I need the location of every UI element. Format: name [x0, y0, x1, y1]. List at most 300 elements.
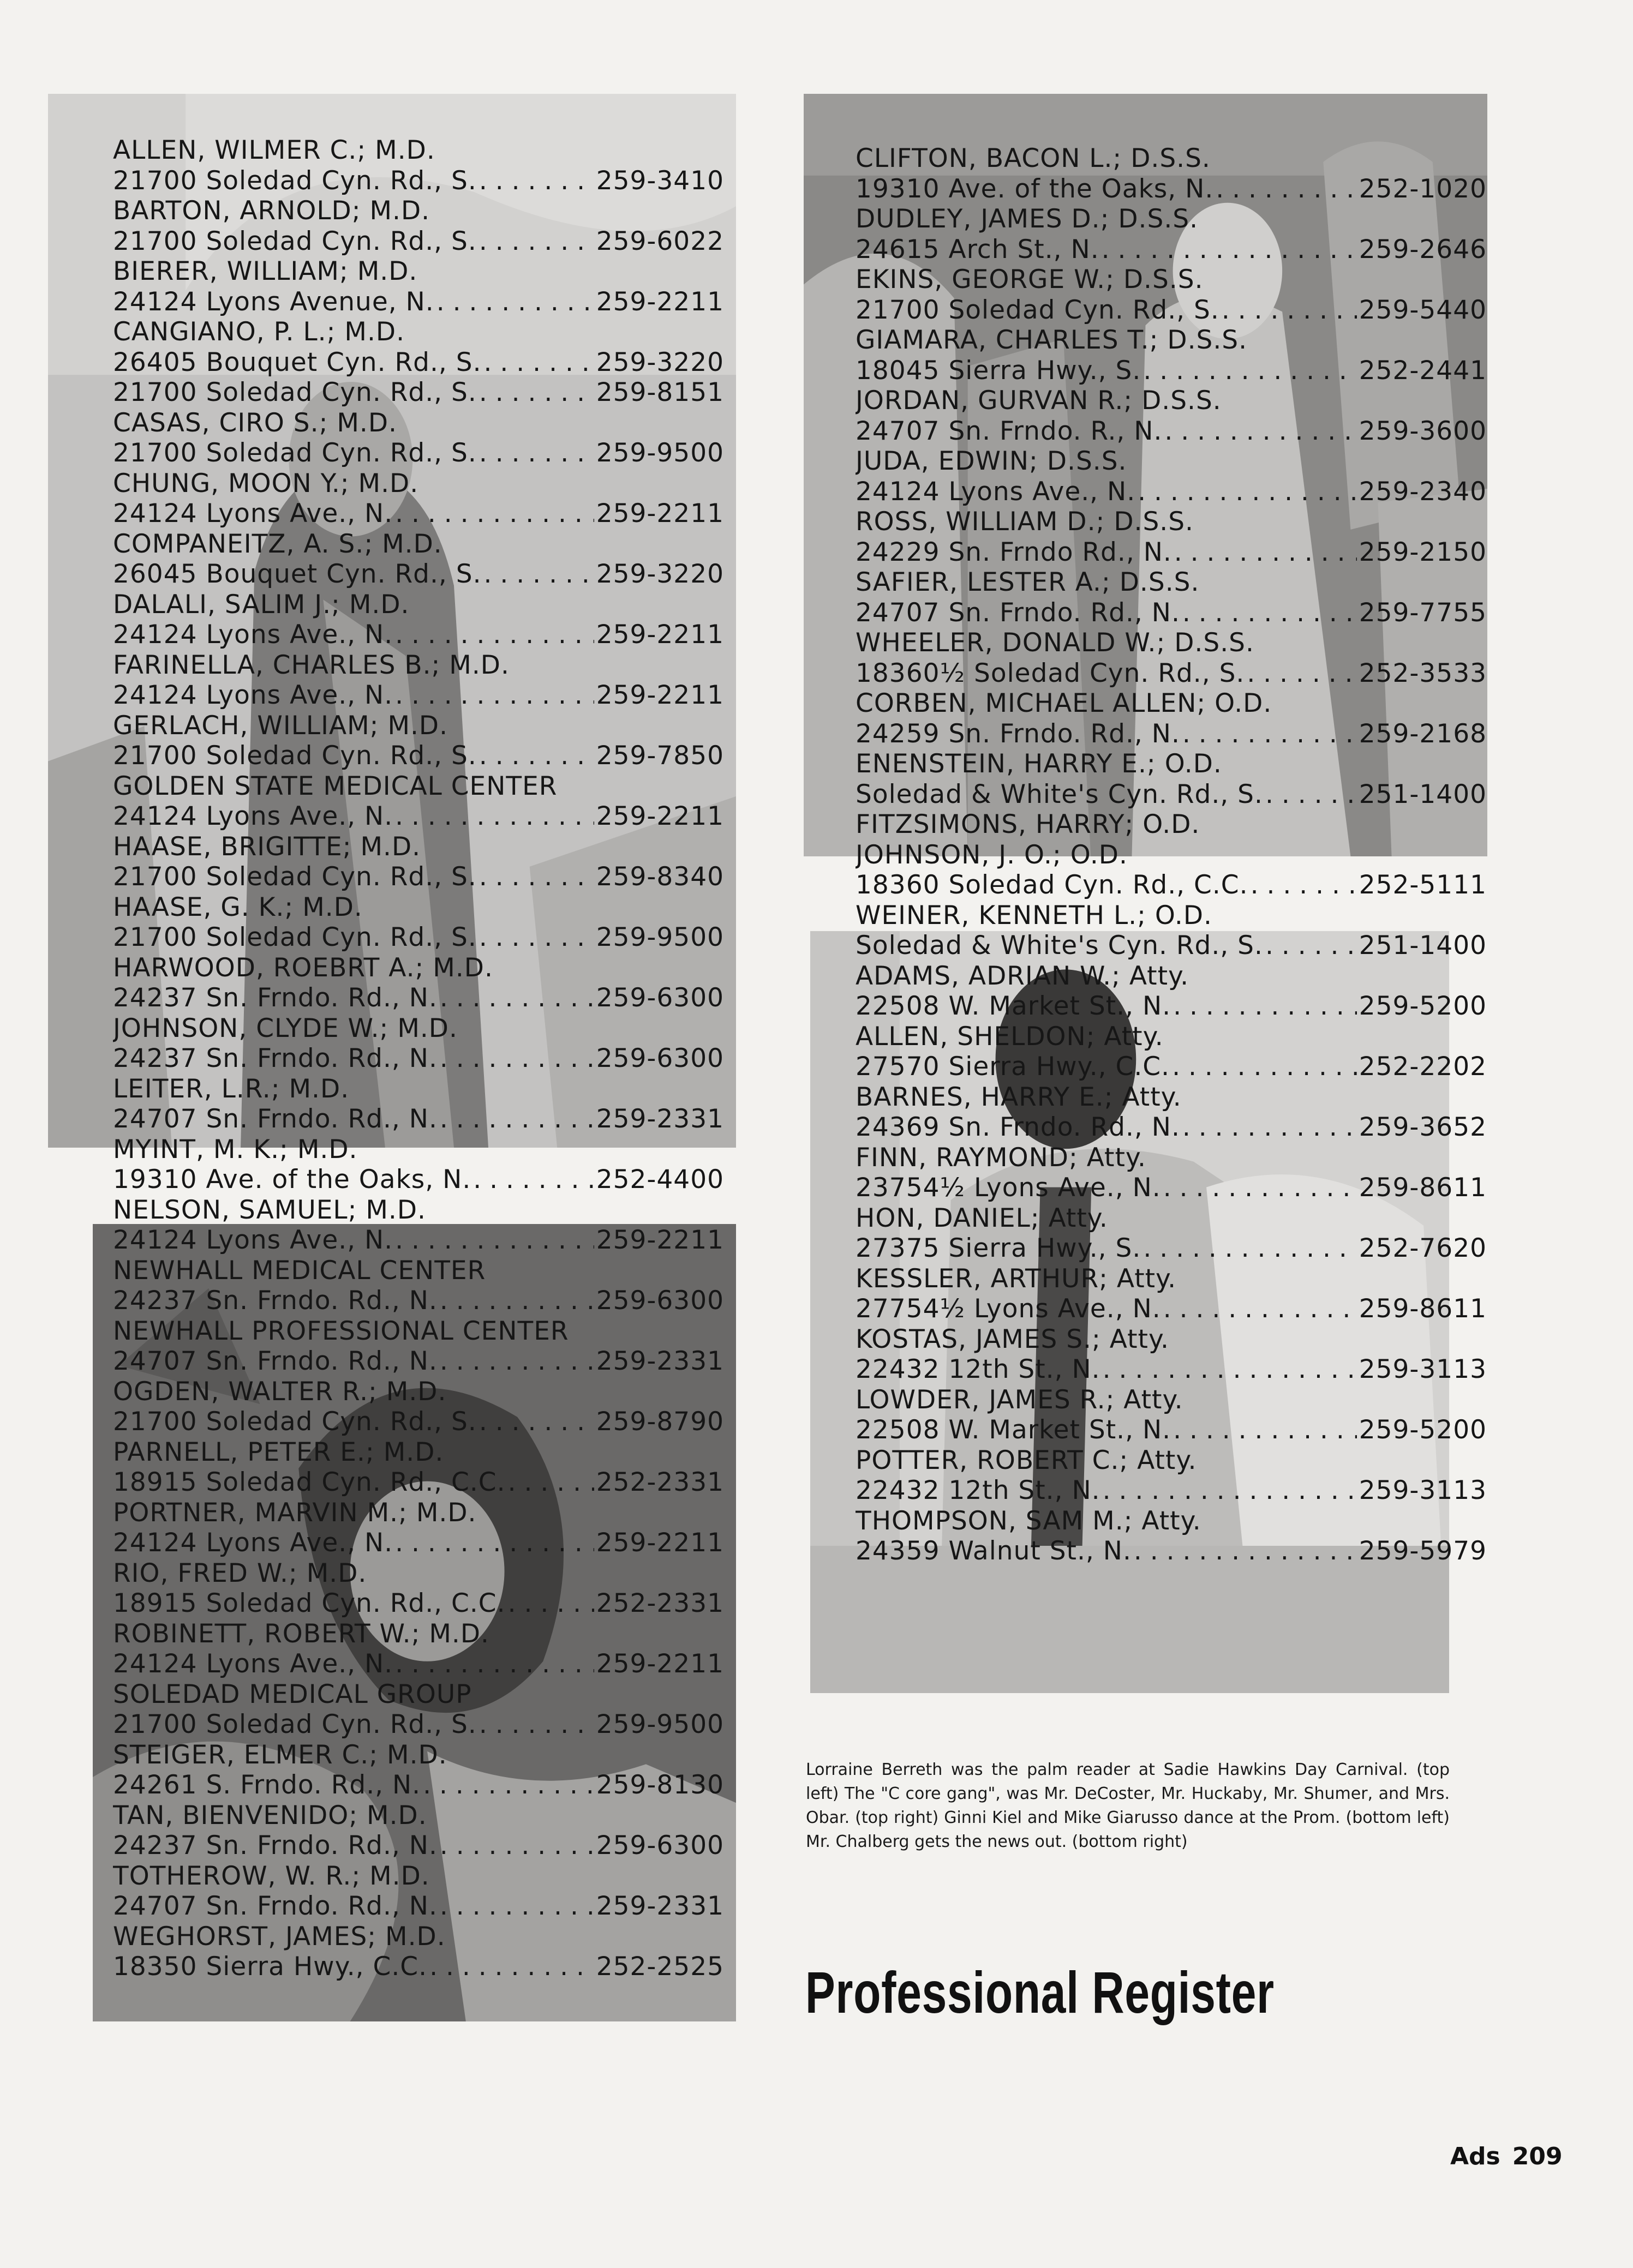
directory-entry	[856, 688, 1487, 749]
dot-leader	[395, 801, 594, 832]
entry-listing	[113, 438, 724, 469]
entry-listing	[113, 1286, 724, 1316]
entry-address: 21700 Soledad Cyn. Rd., S.	[113, 165, 477, 196]
directory-entry	[113, 1922, 724, 1982]
entry-phone: 252-4400	[596, 1165, 724, 1195]
directory-entry	[856, 749, 1487, 809]
entry-phone: 251-1400	[1359, 931, 1487, 961]
dot-leader	[1103, 1354, 1357, 1385]
entry-listing	[856, 1475, 1487, 1506]
directory-entry	[113, 1437, 724, 1498]
dot-leader	[440, 1043, 594, 1074]
entry-phone: 252-7620	[1359, 1233, 1487, 1263]
entry-name: FINN, RAYMOND; Atty.	[856, 1142, 1146, 1173]
entry-phone: 259-2211	[596, 1225, 724, 1255]
directory-entry	[856, 1082, 1487, 1143]
entry-address: 19310 Ave. of the Oaks, N.	[856, 173, 1214, 204]
dot-leader	[1174, 537, 1357, 568]
dot-leader	[440, 1104, 594, 1135]
entry-address: 24707 Sn. Frndo. Rd., N.	[113, 1346, 438, 1376]
entry-listing	[856, 658, 1487, 689]
entry-listing	[113, 922, 724, 953]
entry-phone: 259-2211	[596, 680, 724, 710]
entry-address: 24707 Sn. Frndo. Rd., N.	[113, 1104, 438, 1134]
entry-address: 22508 W. Market St., N.	[856, 991, 1171, 1021]
entry-phone: 259-3220	[596, 347, 724, 377]
directory-entry	[113, 771, 724, 832]
entry-address: 22432 12th St., N.	[856, 1475, 1100, 1505]
entry-phone: 259-8611	[1359, 1294, 1487, 1324]
dot-leader	[508, 1467, 594, 1498]
entry-name: CASAS, CIRO S.; M.D.	[113, 407, 397, 438]
dot-leader	[508, 1588, 594, 1619]
entry-listing	[113, 1043, 724, 1074]
entry-name: TOTHEROW, W. R.; M.D.	[113, 1861, 430, 1891]
entry-name: LOWDER, JAMES R.; Atty.	[856, 1384, 1183, 1415]
entry-name: CANGIANO, P. L.; M.D.	[113, 317, 405, 347]
entry-address: 18350 Sierra Hwy., C.C.	[113, 1952, 428, 1982]
directory-entry	[113, 469, 724, 529]
entry-address: 19310 Ave. of the Oaks, N.	[113, 1165, 471, 1195]
page-number: 209	[1512, 2143, 1563, 2170]
entry-name: FITZSIMONS, HARRY; O.D.	[856, 809, 1200, 839]
directory-entry	[113, 953, 724, 1013]
entry-listing	[856, 1173, 1487, 1203]
entry-phone: 259-9500	[596, 438, 724, 468]
entry-address: 24707 Sn. Frndo. Rd., N.	[856, 597, 1180, 628]
entry-phone: 259-7755	[1359, 597, 1487, 628]
directory-entry	[113, 1074, 724, 1135]
entry-name: STEIGER, ELMER C.; M.D.	[113, 1739, 447, 1770]
entry-listing	[113, 741, 724, 771]
dot-leader	[1251, 870, 1357, 901]
entry-listing	[113, 1588, 724, 1619]
entry-phone: 252-5111	[1359, 870, 1487, 900]
dot-leader	[1134, 1536, 1357, 1567]
entry-name: NELSON, SAMUEL; M.D.	[113, 1195, 426, 1225]
dot-leader	[1163, 1294, 1357, 1324]
dot-leader	[436, 287, 594, 317]
entry-name: TAN, BIENVENIDO; M.D.	[113, 1800, 427, 1831]
directory-entry	[113, 256, 724, 317]
entry-name: THOMPSON, SAM M.; Atty.	[856, 1505, 1201, 1536]
entry-name: POTTER, ROBERT C.; Atty.	[856, 1445, 1197, 1475]
entry-phone: 252-1020	[1359, 173, 1487, 204]
entry-phone: 259-8340	[596, 862, 724, 892]
entry-listing	[856, 1354, 1487, 1385]
entry-phone: 259-3113	[1359, 1354, 1487, 1384]
entry-listing	[856, 1536, 1487, 1567]
entry-name: BARNES, HARRY E.; Atty.	[856, 1082, 1182, 1112]
entry-address: 21700 Soledad Cyn. Rd., S.	[113, 226, 477, 256]
entry-listing	[856, 719, 1487, 749]
entry-address: 21700 Soledad Cyn. Rd., S.	[113, 862, 477, 892]
entry-name: HAASE, G. K.; M.D.	[113, 892, 363, 922]
footer-section-label: Ads	[1450, 2143, 1500, 2170]
directory-entry	[113, 711, 724, 771]
entry-address: 21700 Soledad Cyn. Rd., S.	[113, 922, 477, 952]
entry-phone: 259-2211	[596, 620, 724, 650]
entry-phone: 259-2211	[596, 286, 724, 317]
directory-entry	[856, 507, 1487, 567]
entry-address: Soledad & White's Cyn. Rd., S.	[856, 931, 1263, 961]
entry-listing	[113, 1891, 724, 1922]
entry-phone: 259-3600	[1359, 416, 1487, 446]
directory-entry	[113, 590, 724, 650]
dot-leader	[395, 680, 594, 711]
entry-phone: 251-1400	[1359, 779, 1487, 809]
dot-leader	[1182, 1112, 1357, 1143]
entry-name: KOSTAS, JAMES S.; Atty.	[856, 1324, 1169, 1354]
dot-leader	[1102, 235, 1357, 265]
entry-name: DALALI, SALIM J.; M.D.	[113, 589, 410, 620]
dot-leader	[1247, 658, 1356, 689]
entry-listing	[856, 416, 1487, 447]
entry-listing	[113, 1104, 724, 1135]
entry-address: 21700 Soledad Cyn. Rd., S.	[113, 741, 477, 771]
dot-leader	[1143, 1233, 1356, 1264]
dot-leader	[1216, 174, 1356, 205]
page-title: Professional Register	[805, 1959, 1275, 2025]
dot-leader	[1222, 295, 1357, 326]
directory-entry	[856, 809, 1487, 840]
dot-leader	[1138, 477, 1357, 507]
entry-address: 21700 Soledad Cyn. Rd., S.	[113, 438, 477, 468]
directory-entry	[113, 529, 724, 590]
entry-name: MYINT, M. K.; M.D.	[113, 1134, 358, 1165]
entry-listing	[113, 801, 724, 832]
entry-phone: 252-2331	[596, 1467, 724, 1497]
dot-leader	[479, 862, 594, 892]
entry-name: RIO, FRED W.; M.D.	[113, 1558, 367, 1588]
directory-entry	[856, 1506, 1487, 1567]
directory-entry	[113, 1679, 724, 1740]
entry-address: 21700 Soledad Cyn. Rd., S.	[113, 1709, 477, 1739]
directory-entry	[856, 628, 1487, 688]
entry-phone: 259-2340	[1359, 476, 1487, 507]
entry-listing	[856, 235, 1487, 265]
directory-entry	[113, 1498, 724, 1558]
entry-name: PARNELL, PETER E.; M.D.	[113, 1437, 444, 1467]
entry-address: 27754½ Lyons Ave., N.	[856, 1294, 1161, 1324]
left-directory-column	[113, 135, 724, 1982]
directory-entry	[113, 1801, 724, 1861]
entry-phone: 259-5200	[1359, 991, 1487, 1021]
entry-name: WHEELER, DONALD W.; D.S.S.	[856, 628, 1254, 658]
dot-leader	[395, 1649, 594, 1679]
entry-name: ENENSTEIN, HARRY E.; O.D.	[856, 749, 1222, 779]
entry-listing	[113, 559, 724, 590]
entry-name: JOHNSON, CLYDE W.; M.D.	[113, 1013, 458, 1043]
entry-listing	[113, 347, 724, 378]
entry-listing	[856, 779, 1487, 810]
entry-name: FARINELLA, CHARLES B.; M.D.	[113, 650, 510, 680]
entry-address: 24124 Lyons Ave., N.	[856, 476, 1136, 507]
dot-leader	[440, 1346, 594, 1377]
directory-entry	[856, 1385, 1487, 1445]
entry-name: KESSLER, ARTHUR; Atty.	[856, 1263, 1177, 1294]
entry-address: 24707 Sn. Frndo. R., N.	[856, 416, 1163, 446]
dot-leader	[479, 922, 594, 953]
entry-listing	[113, 377, 724, 408]
entry-address: 18360½ Soledad Cyn. Rd., S.	[856, 658, 1245, 688]
entry-listing	[856, 1052, 1487, 1082]
dot-leader	[1182, 719, 1357, 749]
entry-phone: 252-2202	[1359, 1052, 1487, 1082]
entry-listing	[113, 1346, 724, 1377]
entry-listing	[113, 620, 724, 650]
entry-listing	[113, 499, 724, 529]
entry-listing	[856, 991, 1487, 1022]
entry-address: 24124 Lyons Ave., N.	[113, 680, 393, 710]
dot-leader	[473, 1165, 594, 1195]
entry-phone: 259-6022	[596, 226, 724, 256]
entry-listing	[856, 931, 1487, 961]
entry-address: 27570 Sierra Hwy., C.C.	[856, 1052, 1170, 1082]
entry-listing	[856, 1112, 1487, 1143]
entry-name: COMPANEITZ, A. S.; M.D.	[113, 529, 442, 559]
entry-listing	[113, 862, 724, 892]
directory-entry	[113, 1013, 724, 1074]
entry-address: 21700 Soledad Cyn. Rd., S.	[113, 377, 477, 407]
directory-entry	[113, 832, 724, 892]
dot-leader	[395, 1225, 594, 1256]
dot-leader	[484, 347, 594, 378]
dot-leader	[395, 620, 594, 650]
entry-phone: 259-3410	[596, 165, 724, 196]
dot-leader	[429, 1952, 594, 1982]
entry-listing	[856, 1415, 1487, 1445]
entry-address: 18045 Sierra Hwy., S.	[856, 355, 1141, 386]
dot-leader	[1143, 356, 1356, 386]
entry-address: 24237 Sn. Frndo. Rd., N.	[113, 1043, 438, 1073]
directory-entry	[113, 1619, 724, 1679]
entry-name: LEITER, L.R.; M.D.	[113, 1073, 350, 1104]
entry-name: CHUNG, MOON Y.; M.D.	[113, 468, 419, 499]
entry-name: ALLEN, WILMER C.; M.D.	[113, 135, 435, 165]
entry-name: GOLDEN STATE MEDICAL CENTER	[113, 771, 558, 801]
directory-entry	[113, 1316, 724, 1377]
entry-listing	[856, 356, 1487, 386]
entry-name: NEWHALL MEDICAL CENTER	[113, 1255, 486, 1286]
entry-phone: 259-7850	[596, 741, 724, 771]
directory-entry	[856, 961, 1487, 1022]
entry-listing	[113, 226, 724, 257]
entry-phone: 259-8611	[1359, 1173, 1487, 1203]
entry-name: DUDLEY, JAMES D.; D.S.S.	[856, 204, 1199, 234]
dot-leader	[1164, 416, 1356, 447]
entry-phone: 259-2211	[596, 1649, 724, 1679]
dot-leader	[1182, 598, 1357, 628]
entry-address: 24615 Arch St., N.	[856, 234, 1099, 265]
dot-leader	[1265, 779, 1357, 810]
dot-leader	[479, 377, 594, 408]
directory-entry	[856, 143, 1487, 204]
directory-entry	[856, 1264, 1487, 1324]
entry-phone: 259-2211	[596, 801, 724, 831]
entry-name: OGDEN, WALTER R.; M.D.	[113, 1376, 447, 1407]
directory-entry	[113, 1861, 724, 1922]
directory-entry	[113, 1740, 724, 1801]
entry-name: ADAMS, ADRIAN W.; Atty.	[856, 961, 1189, 991]
entry-name: HON, DANIEL; Atty.	[856, 1203, 1108, 1233]
directory-entry	[113, 1377, 724, 1437]
directory-entry	[113, 1256, 724, 1316]
entry-listing	[856, 598, 1487, 628]
entry-listing	[856, 870, 1487, 901]
dot-leader	[1163, 1173, 1357, 1203]
entry-phone: 259-2331	[596, 1346, 724, 1376]
entry-address: 24237 Sn. Frndo. Rd., N.	[113, 983, 438, 1013]
entry-address: 24124 Lyons Ave., N.	[113, 499, 393, 529]
dot-leader	[440, 1831, 594, 1861]
entry-address: 24259 Sn. Frndo. Rd., N.	[856, 718, 1180, 749]
entry-listing	[113, 1831, 724, 1861]
dot-leader	[1173, 991, 1357, 1022]
entry-phone: 259-2211	[596, 1528, 724, 1558]
entry-listing	[113, 983, 724, 1013]
entry-listing	[856, 537, 1487, 568]
entry-phone: 259-2168	[1359, 718, 1487, 749]
entry-phone: 252-3533	[1359, 658, 1487, 688]
entry-address: 24229 Sn. Frndo Rd., N.	[856, 537, 1172, 567]
entry-phone: 259-2150	[1359, 537, 1487, 567]
directory-entry	[113, 1195, 724, 1256]
entry-name: EKINS, GEORGE W.; D.S.S.	[856, 265, 1204, 295]
entry-address: Soledad & White's Cyn. Rd., S.	[856, 779, 1263, 809]
dot-leader	[423, 1770, 594, 1801]
entry-address: 24124 Lyons Ave., N.	[113, 1225, 393, 1255]
directory-entry	[856, 1143, 1487, 1203]
entry-phone: 259-5200	[1359, 1415, 1487, 1445]
directory-entry	[856, 901, 1487, 961]
right-directory-column	[856, 143, 1487, 1567]
dot-leader	[440, 983, 594, 1013]
dot-leader	[479, 226, 594, 257]
entry-phone: 259-6300	[596, 1043, 724, 1073]
entry-address: 24237 Sn. Frndo. Rd., N.	[113, 1831, 438, 1861]
directory-entry	[113, 317, 724, 408]
entry-name: WEINER, KENNETH L.; O.D.	[856, 900, 1213, 931]
entry-listing	[113, 1649, 724, 1679]
entry-phone: 259-5979	[1359, 1536, 1487, 1566]
entry-name: BIERER, WILLIAM; M.D.	[113, 256, 418, 286]
dot-leader	[479, 741, 594, 771]
entry-address: 24124 Lyons Ave., N.	[113, 620, 393, 650]
dot-leader	[479, 438, 594, 469]
entry-name: GERLACH, WILLIAM; M.D.	[113, 710, 448, 741]
entry-address: 24261 S. Frndo. Rd., N.	[113, 1770, 421, 1800]
photo-caption: Lorraine Berreth was the palm reader at Sadie Hawkins Day Carnival. (top left) The "C core gang", was Mr. DeCoster, Mr. Huckaby, Mr. Shumer, and Mrs. Obar. (top right) Ginni Kiel and Mike Giarusso dance at the Prom. (bottom left) Mr. Chalberg gets the news out. (bottom right)	[806, 1760, 1450, 1851]
entry-name: CORBEN, MICHAEL ALLEN; O.D.	[856, 688, 1272, 718]
dot-leader	[479, 1709, 594, 1740]
dot-leader	[1173, 1415, 1357, 1445]
dot-leader	[479, 166, 594, 196]
entry-phone: 259-2331	[596, 1104, 724, 1134]
entry-listing	[113, 1952, 724, 1982]
entry-name: GIAMARA, CHARLES T.; D.S.S.	[856, 325, 1248, 355]
entry-address: 24124 Lyons Avenue, N.	[113, 286, 434, 317]
entry-phone: 259-6300	[596, 1831, 724, 1861]
directory-entry	[113, 135, 724, 196]
directory-entry	[856, 1324, 1487, 1385]
directory-entry	[113, 196, 724, 256]
entry-address: 21700 Soledad Cyn. Rd., S.	[856, 295, 1219, 325]
directory-entry	[113, 892, 724, 953]
entry-phone: 252-2441	[1359, 355, 1487, 386]
directory-entry	[856, 446, 1487, 507]
entry-phone: 252-2331	[596, 1588, 724, 1618]
entry-listing	[113, 680, 724, 711]
directory-entry	[856, 1445, 1487, 1506]
entry-listing	[113, 1770, 724, 1801]
entry-phone: 259-3113	[1359, 1475, 1487, 1505]
dot-leader	[1103, 1475, 1357, 1506]
entry-name: WEGHORST, JAMES; M.D.	[113, 1921, 446, 1952]
entry-name: HARWOOD, ROEBRT A.; M.D.	[113, 952, 493, 983]
entry-name: ROBINETT, ROBERT W.; M.D.	[113, 1618, 489, 1649]
entry-listing	[113, 1528, 724, 1558]
entry-name: SAFIER, LESTER A.; D.S.S.	[856, 567, 1200, 597]
entry-address: 18360 Soledad Cyn. Rd., C.C.	[856, 870, 1248, 900]
directory-entry	[856, 325, 1487, 386]
entry-phone: 259-2331	[596, 1891, 724, 1921]
entry-phone: 259-3220	[596, 559, 724, 589]
directory-entry	[856, 567, 1487, 628]
directory-entry	[856, 840, 1487, 901]
entry-name: JOHNSON, J. O.; O.D.	[856, 839, 1128, 870]
entry-phone: 259-8151	[596, 377, 724, 407]
entry-address: 24124 Lyons Ave., N.	[113, 801, 393, 831]
directory-entry	[113, 408, 724, 469]
directory-entry	[113, 650, 724, 711]
entry-name: NEWHALL PROFESSIONAL CENTER	[113, 1316, 569, 1346]
entry-address: 24237 Sn. Frndo. Rd., N.	[113, 1286, 438, 1316]
dot-leader	[479, 1407, 594, 1437]
entry-name: HAASE, BRIGITTE; M.D.	[113, 831, 421, 862]
directory-entry	[856, 1203, 1487, 1264]
entry-phone: 259-8790	[596, 1407, 724, 1437]
entry-listing	[856, 295, 1487, 326]
dot-leader	[440, 1286, 594, 1316]
entry-name: PORTNER, MARVIN M.; M.D.	[113, 1497, 477, 1528]
entry-phone: 259-9500	[596, 1709, 724, 1739]
entry-address: 27375 Sierra Hwy., S.	[856, 1233, 1141, 1263]
entry-name: JUDA, EDWIN; D.S.S.	[856, 446, 1127, 476]
entry-phone: 259-2646	[1359, 234, 1487, 265]
dot-leader	[1265, 931, 1357, 961]
entry-phone: 259-6300	[596, 983, 724, 1013]
entry-address: 26045 Bouquet Cyn. Rd., S.	[113, 559, 482, 589]
entry-listing	[113, 1467, 724, 1498]
entry-address: 22508 W. Market St., N.	[856, 1415, 1171, 1445]
entry-name: SOLEDAD MEDICAL GROUP	[113, 1679, 472, 1709]
entry-name: BARTON, ARNOLD; M.D.	[113, 196, 430, 226]
entry-phone: 259-3652	[1359, 1112, 1487, 1142]
dot-leader	[440, 1891, 594, 1922]
dot-leader	[395, 1528, 594, 1558]
entry-address: 24124 Lyons Ave., N.	[113, 1649, 393, 1679]
entry-listing	[113, 287, 724, 317]
entry-listing	[856, 477, 1487, 507]
entry-address: 24369 Sn. Frndo. Rd., N.	[856, 1112, 1180, 1142]
entry-address: 22432 12th St., N.	[856, 1354, 1100, 1384]
entry-phone: 259-5440	[1359, 295, 1487, 325]
entry-phone: 259-2211	[596, 499, 724, 529]
entry-name: JORDAN, GURVAN R.; D.S.S.	[856, 386, 1222, 416]
entry-listing	[113, 1165, 724, 1195]
entry-listing	[113, 1709, 724, 1740]
